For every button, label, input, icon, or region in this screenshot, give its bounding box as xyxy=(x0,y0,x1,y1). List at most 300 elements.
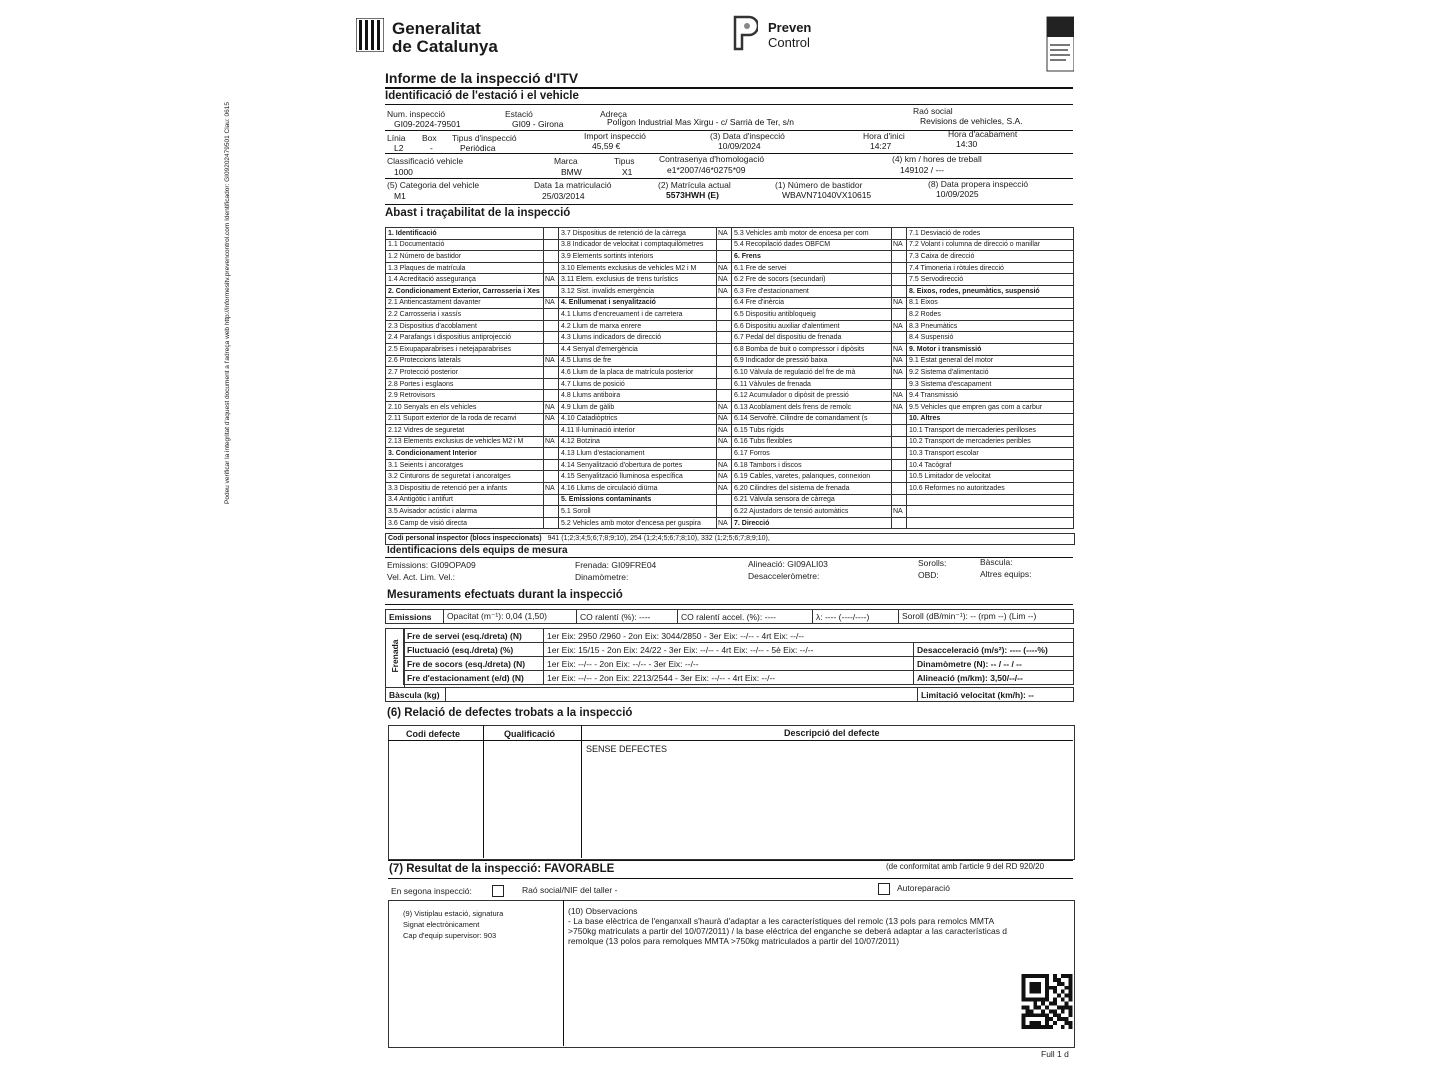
abast-na-cell xyxy=(544,506,559,518)
abast-row xyxy=(386,262,1074,274)
abast-item-cell: 7.1 Desviació de rodes xyxy=(907,228,1074,240)
abast-item-cell: 1.2 Número de bastidor xyxy=(386,251,544,263)
data-inspeccio-label: (3) Data d'inspecció xyxy=(710,131,785,141)
co-accel-value: CO ralentí accel. (%): ---- xyxy=(678,610,813,624)
abast-item-cell: 9.1 Estat general del motor xyxy=(907,355,1074,367)
abast-row xyxy=(386,332,1074,344)
abast-item-cell: 8.4 Suspensió xyxy=(907,332,1074,344)
abast-na-cell: NA xyxy=(717,459,732,471)
bascula-equip-label: Bàscula: xyxy=(980,557,1013,567)
segona-inspeccio-checkbox[interactable] xyxy=(492,885,504,897)
abast-item-cell: 3.3 Dispositiu de retenció per a infants xyxy=(386,483,544,495)
abast-na-cell: NA xyxy=(892,367,907,379)
abast-item-cell: 6.22 Ajustadors de tensió automàtics xyxy=(732,506,892,518)
abast-item-cell: 4.10 Catadiòptrics xyxy=(559,413,717,425)
abast-item-cell: 6.8 Bomba de buit o compressor i dipòsits xyxy=(732,343,892,355)
abast-na-cell: NA xyxy=(544,274,559,286)
abast-na-cell: NA xyxy=(717,228,732,240)
abast-na-cell xyxy=(892,483,907,495)
estacio-label: Estació xyxy=(505,109,533,119)
abast-row xyxy=(386,390,1074,402)
gov-name-line2: de Catalunya xyxy=(392,37,498,56)
abast-item-cell: 5.2 Vehicles amb motor d'encesa per guspira xyxy=(559,517,717,529)
resultat-title: (7) Resultat de la inspecció: FAVORABLE xyxy=(389,863,615,875)
box-label: Box xyxy=(422,133,437,143)
abast-item-cell: 6.12 Acumulador o dipòsit de pressió xyxy=(732,390,892,402)
abast-item-cell: 2.3 Dispositius d'acoblament xyxy=(386,320,544,332)
abast-row xyxy=(386,448,1074,460)
col-qualificacio: Qualificació xyxy=(504,729,556,739)
abast-item-cell: 2.5 Eixupaparabrises i netejaparabrises xyxy=(386,343,544,355)
hora-acabament-value: 14:30 xyxy=(956,139,978,149)
abast-item-cell: 3.1 Seients i ancoratges xyxy=(386,459,544,471)
abast-na-cell: NA xyxy=(892,239,907,251)
abast-item-cell: 6. Frens xyxy=(732,251,892,263)
hora-inici-label: Hora d'inici xyxy=(863,131,905,141)
abast-row xyxy=(386,401,1074,413)
import-value: 45,59 € xyxy=(592,141,621,151)
marca-value: BMW xyxy=(561,167,582,177)
abast-row xyxy=(386,343,1074,355)
observacions-line-1: - La base elèctrica de l'enganxall s'haurà d'adaptar a les característiques del remolc (13 pols para remolcs MMTA xyxy=(568,916,995,926)
tipus-inspeccio-value: Periòdica xyxy=(460,143,496,153)
abast-na-cell xyxy=(544,320,559,332)
abast-na-cell xyxy=(717,309,732,321)
alineacio-value: Alineació (m/km): 3,50/--/-- xyxy=(914,671,1074,685)
rao-social-value: Revisions de vehicles, S.A. xyxy=(920,116,1023,126)
km-value: 149102 / --- xyxy=(900,165,944,175)
autoreparacio-label: Autoreparació xyxy=(897,883,950,893)
data-inspeccio-value: 10/09/2024 xyxy=(718,141,761,151)
abast-na-cell: NA xyxy=(544,297,559,309)
abast-item-cell: 4.9 Llum de gàlib xyxy=(559,401,717,413)
desacc-equip-label: Desacceleròmetre: xyxy=(748,571,820,581)
hora-inici-value: 14:27 xyxy=(870,141,892,151)
abast-item-cell: 9. Motor i transmissió xyxy=(907,343,1074,355)
gov-name-line1: Generalitat xyxy=(392,19,481,38)
abast-na-cell: NA xyxy=(717,517,732,529)
abast-item-cell: 2.9 Retrovisors xyxy=(386,390,544,402)
abast-na-cell: NA xyxy=(717,285,732,297)
abast-item-cell: 4.11 Il·luminació interior xyxy=(559,425,717,437)
abast-item-cell: 1.3 Plaques de matrícula xyxy=(386,262,544,274)
abast-na-cell xyxy=(544,378,559,390)
abast-na-cell xyxy=(892,425,907,437)
abast-item-cell: 2.11 Suport exterior de la roda de recanvi xyxy=(386,413,544,425)
abast-item-cell: 3.8 Indicador de velocitat i comptaquilòmetres xyxy=(559,239,717,251)
abast-item-cell: 4.7 Llums de posició xyxy=(559,378,717,390)
lambda-value: λ: ---- (----/----) xyxy=(813,610,899,624)
abast-item-cell: 7.2 Volant i columna de direcció o manillar xyxy=(907,239,1074,251)
abast-item-cell: 7.5 Servodirecció xyxy=(907,274,1074,286)
qr-code-icon xyxy=(1021,974,1073,1029)
contrasenya-label: Contrasenya d'homologació xyxy=(659,154,765,164)
vistiplau-label: (9) Vistiplau estació, signatura xyxy=(403,909,504,918)
abast-na-cell xyxy=(892,378,907,390)
abast-item-cell: 10. Altres xyxy=(907,413,1074,425)
abast-item-cell: 9.3 Sistema d'escapament xyxy=(907,378,1074,390)
frenada-equip-label: Frenada: xyxy=(575,560,610,570)
emissions-equip-value: GI09OPA09 xyxy=(430,560,476,570)
generalitat-logo xyxy=(356,18,384,52)
abast-na-cell xyxy=(892,285,907,297)
abast-item-cell: 4.14 Senyalització d'obertura de portes xyxy=(559,459,717,471)
inspection-report-page xyxy=(224,0,1074,1080)
abast-na-cell xyxy=(544,494,559,506)
abast-item-cell: 5.3 Vehicles amb motor de encesa per com xyxy=(732,228,892,240)
abast-item-cell: 6.20 Cilindres del sistema de frenada xyxy=(732,483,892,495)
signat-label: Signat electrònicament xyxy=(403,920,480,929)
soroll-value: Soroll (dB/min⁻¹): -- (rpm --) (Lim --) xyxy=(899,610,1074,624)
abast-row xyxy=(386,413,1074,425)
abast-item-cell: 5. Emissions contaminants xyxy=(559,494,717,506)
abast-na-cell xyxy=(892,228,907,240)
abast-item-cell: 6.14 Servofrè. Cilindre de comandament (s xyxy=(732,413,892,425)
abast-na-cell: NA xyxy=(717,471,732,483)
abast-item-cell: 3.6 Camp de visió directa xyxy=(386,517,544,529)
abast-item-cell xyxy=(907,494,1074,506)
abast-item-cell: 2.10 Senyals en els vehicles xyxy=(386,401,544,413)
adreca-value: Polígon Industrial Mas Xirgu - c/ Sarrià de Ter, s/n xyxy=(607,117,794,127)
abast-na-cell xyxy=(717,390,732,402)
abast-na-cell xyxy=(892,494,907,506)
abast-na-cell xyxy=(717,297,732,309)
resultat-conformitat: (de conformitat amb l'article 9 del RD 920/20 xyxy=(886,862,1045,871)
abast-na-cell xyxy=(544,517,559,529)
abast-item-cell: 3.12 Sist. invalids emergència xyxy=(559,285,717,297)
num-inspeccio-label: Num. inspecció xyxy=(387,109,446,119)
abast-item-cell: 10.3 Transport escolar xyxy=(907,448,1074,460)
hora-acabament-label: Hora d'acabament xyxy=(948,129,1018,139)
abast-na-cell xyxy=(544,448,559,460)
classificacio-value: 1000 xyxy=(394,167,413,177)
abast-na-cell xyxy=(717,494,732,506)
abast-na-cell xyxy=(892,517,907,529)
segona-inspeccio-label: En segona inspecció: xyxy=(391,886,472,896)
abast-row xyxy=(386,274,1074,286)
abast-item-cell: 2.12 Vidres de seguretat xyxy=(386,425,544,437)
abast-na-cell xyxy=(892,274,907,286)
matricula-label: (2) Matrícula actual xyxy=(658,180,731,190)
abast-row xyxy=(386,355,1074,367)
abast-item-cell: 6.9 Indicador de pressió baixa xyxy=(732,355,892,367)
abast-item-cell: 6.5 Dispositiu antibloqueig xyxy=(732,309,892,321)
abast-item-cell: 3.7 Dispositius de retenció de la càrrega xyxy=(559,228,717,240)
codi-inspector-value: 941 (1;2;3;4;5;6;7;8;9;10), 254 (1;2;4;5;6;7;8;10), 332 (1;2;5;6;7;8;9;10), xyxy=(547,535,770,542)
abast-item-cell: 6.21 Vàlvula sensora de càrrega xyxy=(732,494,892,506)
abast-item-cell xyxy=(907,506,1074,518)
bastidor-value: WBAVN71040VX10615 xyxy=(782,190,872,200)
fre-servei-label: Fre de servei (esq./dreta) (N) xyxy=(404,629,544,643)
abast-row xyxy=(386,228,1074,240)
abast-checklist-table xyxy=(385,227,1074,529)
abast-na-cell xyxy=(544,425,559,437)
defectes-table xyxy=(388,725,1075,860)
abast-item-cell: 7. Direcció xyxy=(732,517,892,529)
abast-item-cell: 6.15 Tubs rígids xyxy=(732,425,892,437)
abast-na-cell xyxy=(544,309,559,321)
abast-row xyxy=(386,483,1074,495)
rao-social-label: Raó social xyxy=(913,106,953,116)
defectes-section-title: (6) Relació de defectes trobats a la inspecció xyxy=(387,707,633,719)
codi-inspector-label: Codi personal inspector (blocs inspeccionats) xyxy=(388,535,542,542)
abast-row xyxy=(386,320,1074,332)
abast-item-cell: 1.1 Documentació xyxy=(386,239,544,251)
abast-na-cell xyxy=(892,413,907,425)
abast-item-cell: 8.2 Rodes xyxy=(907,309,1074,321)
abast-item-cell: 4.4 Senyal d'emergència xyxy=(559,343,717,355)
abast-na-cell xyxy=(892,262,907,274)
abast-na-cell xyxy=(717,506,732,518)
abast-na-cell xyxy=(544,343,559,355)
abast-item-cell: 6.18 Tambors i discos xyxy=(732,459,892,471)
abast-item-cell: 10.5 Limitador de velocitat xyxy=(907,471,1074,483)
propera-value: 10/09/2025 xyxy=(936,189,979,199)
abast-na-cell: NA xyxy=(717,483,732,495)
categoria-value: M1 xyxy=(394,191,406,201)
abast-na-cell xyxy=(717,355,732,367)
abast-item-cell: 2. Condicionament Exterior, Carrosseria i Xes xyxy=(386,285,544,297)
abast-item-cell: 10.6 Reformes no autoritzades xyxy=(907,483,1074,495)
opacitat-value: Opacitat (m⁻¹): 0,04 (1,50) xyxy=(444,610,577,624)
abast-item-cell: 10.2 Transport de mercaderies peribles xyxy=(907,436,1074,448)
abast-na-cell xyxy=(717,448,732,460)
abast-row xyxy=(386,367,1074,379)
enac-seal-icon xyxy=(1046,16,1074,72)
abast-na-cell xyxy=(544,390,559,402)
abast-item-cell: 2.8 Portes i esglaons xyxy=(386,378,544,390)
abast-na-cell: NA xyxy=(717,401,732,413)
abast-item-cell: 2.7 Protecció posterior xyxy=(386,367,544,379)
altres-equip-label: Altres equips: xyxy=(980,569,1032,579)
vel-equip-label: Vel. Act. Lim. Vel.: xyxy=(387,572,456,582)
abast-row xyxy=(386,309,1074,321)
abast-item-cell: 5.1 Soroll xyxy=(559,506,717,518)
abast-item-cell: 4.8 Llums antiboira xyxy=(559,390,717,402)
data-matriculacio-value: 25/03/2014 xyxy=(542,191,585,201)
abast-row xyxy=(386,285,1074,297)
prevencontrol-logo xyxy=(732,15,758,51)
abast-row xyxy=(386,459,1074,471)
num-inspeccio-value: GI09-2024-79501 xyxy=(394,119,461,129)
contrasenya-value: e1*2007/46*0275*09 xyxy=(667,165,746,175)
abast-na-cell: NA xyxy=(892,320,907,332)
abast-item-cell: 10.1 Transport de mercaderies perilloses xyxy=(907,425,1074,437)
col-codi-defecte: Codi defecte xyxy=(406,729,461,739)
abast-na-cell xyxy=(892,309,907,321)
abast-item-cell: 4.13 Llum d'estacionament xyxy=(559,448,717,460)
abast-item-cell: 6.16 Tubs flexibles xyxy=(732,436,892,448)
abast-item-cell: 2.2 Carrosseria i xassís xyxy=(386,309,544,321)
import-label: Import inspecció xyxy=(584,131,646,141)
propera-label: (8) Data propera inspecció xyxy=(928,179,1029,189)
abast-na-cell xyxy=(717,367,732,379)
abast-item-cell: 6.4 Fre d'inèrcia xyxy=(732,297,892,309)
abast-item-cell: 6.3 Fre d'estacionament xyxy=(732,285,892,297)
fre-socors-label: Fre de socors (esq./dreta) (N) xyxy=(404,657,544,671)
abast-item-cell: 9.4 Transmissió xyxy=(907,390,1074,402)
abast-na-cell: NA xyxy=(892,343,907,355)
fre-estac-label: Fre d'estacionament (e/d) (N) xyxy=(404,671,544,685)
alineacio-equip-label: Alineació: xyxy=(748,559,785,569)
abast-na-cell xyxy=(544,367,559,379)
abast-na-cell xyxy=(544,285,559,297)
marca-label: Marca xyxy=(554,156,578,166)
desacceleracio-value: Desacceleració (m/s²): ---- (----%) xyxy=(914,643,1074,657)
abast-item-cell: 4.5 Llums de fre xyxy=(559,355,717,367)
page-footer: Full 1 d xyxy=(1041,1049,1069,1059)
abast-item-cell: 4.12 Botzina xyxy=(559,436,717,448)
abast-item-cell: 9.5 Vehicles que empren gas com a carbur xyxy=(907,401,1074,413)
abast-item-cell: 4.3 Llums indicadors de direcció xyxy=(559,332,717,344)
observacions-line-3: remolque (13 polos para remolques MMTA >750kg matriculados a partir del 10/07/2011) xyxy=(568,936,900,946)
abast-row xyxy=(386,494,1074,506)
km-label: (4) km / hores de treball xyxy=(892,154,982,164)
abast-na-cell: NA xyxy=(544,436,559,448)
abast-row xyxy=(386,425,1074,437)
frenada-equip-value: GI09FRE04 xyxy=(611,560,657,570)
abast-na-cell: NA xyxy=(892,506,907,518)
sorolls-equip-label: Sorolls: xyxy=(918,558,947,568)
abast-na-cell xyxy=(544,251,559,263)
abast-item-cell: 6.11 Vàlvules de frenada xyxy=(732,378,892,390)
abast-na-cell: NA xyxy=(892,355,907,367)
bascula-measure-row xyxy=(385,687,1074,702)
abast-na-cell xyxy=(717,332,732,344)
abast-na-cell xyxy=(892,332,907,344)
abast-na-cell xyxy=(544,332,559,344)
abast-item-cell: 3.2 Cinturons de seguretat i ancoratges xyxy=(386,471,544,483)
abast-item-cell: 4.16 Llums de circulació diürna xyxy=(559,483,717,495)
abast-na-cell: NA xyxy=(717,413,732,425)
codi-inspector-row xyxy=(385,533,1075,545)
abast-na-cell xyxy=(717,251,732,263)
emissions-equip-label: Emissions: xyxy=(387,560,429,570)
abast-na-cell xyxy=(717,320,732,332)
abast-item-cell: 4.2 Llum de marxa enrere xyxy=(559,320,717,332)
abast-item-cell: 2.13 Elements exclusius de vehicles M2 i M xyxy=(386,436,544,448)
tipus-label: Tipus xyxy=(614,156,635,166)
abast-na-cell xyxy=(892,471,907,483)
abast-row xyxy=(386,239,1074,251)
abast-item-cell: 3. Condicionament Interior xyxy=(386,448,544,460)
abast-na-cell: NA xyxy=(717,436,732,448)
tipus-inspeccio-label: Tipus d'inspecció xyxy=(452,133,517,143)
co-ralenti-value: CO ralentí (%): ---- xyxy=(577,610,678,624)
abast-item-cell: 4.1 Llums d'encreuament i de carretera xyxy=(559,309,717,321)
abast-item-cell: 3.10 Elements exclusius de vehicles M2 i M xyxy=(559,262,717,274)
abast-na-cell xyxy=(544,239,559,251)
fre-estac-value: 1er Eix: --/-- - 2on Eix: 2213/2544 - 3er Eix: --/-- - 4rt Eix: --/-- xyxy=(544,671,914,685)
abast-na-cell: NA xyxy=(544,355,559,367)
company-name-line2: Control xyxy=(768,35,810,50)
box-value: - xyxy=(430,143,433,153)
bascula-label: Bàscula (kg) xyxy=(386,688,446,702)
defecte-row-1-desc: SENSE DEFECTES xyxy=(586,744,668,754)
abast-item-cell: 6.2 Fre de socors (secundari) xyxy=(732,274,892,286)
frenada-measure-table xyxy=(403,628,1074,685)
abast-item-cell: 8. Eixos, rodes, pneumàtics, suspensió xyxy=(907,285,1074,297)
abast-item-cell: 2.1 Antiencastament davanter xyxy=(386,297,544,309)
abast-item-cell: 6.10 Vàlvula de regulació del fre de mà xyxy=(732,367,892,379)
linia-label: Línia xyxy=(387,133,406,143)
abast-na-cell xyxy=(544,471,559,483)
abast-item-cell: 7.4 Timoneria i ròtules direcció xyxy=(907,262,1074,274)
emissions-heading: Emissions xyxy=(386,610,444,624)
abast-item-cell: 1. Identificació xyxy=(386,228,544,240)
abast-na-cell xyxy=(717,239,732,251)
linia-value: L2 xyxy=(394,143,404,153)
abast-na-cell xyxy=(717,378,732,390)
abast-item-cell: 6.17 Forros xyxy=(732,448,892,460)
emissions-measure-row xyxy=(385,609,1074,624)
abast-row xyxy=(386,251,1074,263)
abast-row xyxy=(386,517,1074,529)
abast-item-cell: 4. Enllumenat i senyalització xyxy=(559,297,717,309)
fre-servei-value: 1er Eix: 2950 /2960 - 2on Eix: 3044/2850 - 3er Eix: --/-- - 4rt Eix: --/-- xyxy=(544,629,1074,643)
adreca-label: Adreça xyxy=(600,109,627,119)
autoreparacio-checkbox[interactable] xyxy=(878,883,890,895)
abast-item-cell: 6.7 Pedal del dispositiu de frenada xyxy=(732,332,892,344)
abast-na-cell xyxy=(717,343,732,355)
abast-item-cell xyxy=(907,517,1074,529)
abast-item-cell: 6.1 Fre de servei xyxy=(732,262,892,274)
limitacio-value: Limitació velocitat (km/h): -- xyxy=(918,688,1074,702)
abast-na-cell: NA xyxy=(717,274,732,286)
dinamometre-value: Dinamòmetre (N): -- / -- / -- xyxy=(914,657,1074,671)
cap-equip-label: Cap d'equip supervisor: 903 xyxy=(403,931,497,940)
categoria-label: (5) Categoria del vehicle xyxy=(387,180,480,190)
abast-item-cell: 3.4 Antigòtic i antifurt xyxy=(386,494,544,506)
abast-row xyxy=(386,378,1074,390)
abast-na-cell xyxy=(544,228,559,240)
abast-na-cell: NA xyxy=(892,297,907,309)
abast-item-cell: 9.2 Sistema d'alimentació xyxy=(907,367,1074,379)
abast-item-cell: 6.13 Acoblament dels frens de remolc xyxy=(732,401,892,413)
abast-item-cell: 3.11 Elem. exclusius de trens turístics xyxy=(559,274,717,286)
abast-na-cell: NA xyxy=(544,483,559,495)
abast-na-cell xyxy=(892,436,907,448)
tipus-value: X1 xyxy=(622,167,633,177)
abast-row xyxy=(386,297,1074,309)
abast-item-cell: 4.6 Llum de la placa de matrícula posterior xyxy=(559,367,717,379)
abast-row xyxy=(386,471,1074,483)
abast-item-cell: 3.5 Avisador acústic i alarma xyxy=(386,506,544,518)
abast-section-title: Abast i traçabilitat de la inspecció xyxy=(385,207,571,219)
col-descripcio: Descripció del defecte xyxy=(784,728,880,738)
fluctuacio-value: 1er Eix: 15/15 - 2on Eix: 24/22 - 3er Eix: --/-- - 4rt Eix: --/-- - 5è Eix: --/-- xyxy=(544,643,914,657)
abast-row xyxy=(386,506,1074,518)
abast-na-cell: NA xyxy=(717,425,732,437)
abast-item-cell: 5.4 Recopilació dades OBFCM xyxy=(732,239,892,251)
abast-na-cell xyxy=(544,262,559,274)
report-title: Informe de la inspecció d'ITV xyxy=(385,70,579,86)
observacions-line-2: >750kg matriculats a partir del 10/07/2011) / la base eléctrica del enganche se deberá adaptar a las características d xyxy=(568,926,1008,936)
data-matriculacio-label: Data 1a matriculació xyxy=(534,180,612,190)
abast-item-cell: 8.3 Pneumàtics xyxy=(907,320,1074,332)
abast-item-cell: 1.4 Acreditació assegurança xyxy=(386,274,544,286)
frenada-side-label: Frenada xyxy=(390,639,400,673)
abast-na-cell xyxy=(892,251,907,263)
matricula-value: 5573HWH (E) xyxy=(666,190,719,200)
abast-item-cell: 7.3 Caixa de direcció xyxy=(907,251,1074,263)
abast-na-cell: NA xyxy=(892,390,907,402)
obd-equip-label: OBD: xyxy=(918,570,939,580)
abast-item-cell: 10.4 Tacògraf xyxy=(907,459,1074,471)
equips-section-title: Identificacions dels equips de mesura xyxy=(387,545,568,556)
rao-taller-label: Raó social/NIF del taller - xyxy=(522,885,618,895)
estacio-value: GI09 - Girona xyxy=(512,119,564,129)
